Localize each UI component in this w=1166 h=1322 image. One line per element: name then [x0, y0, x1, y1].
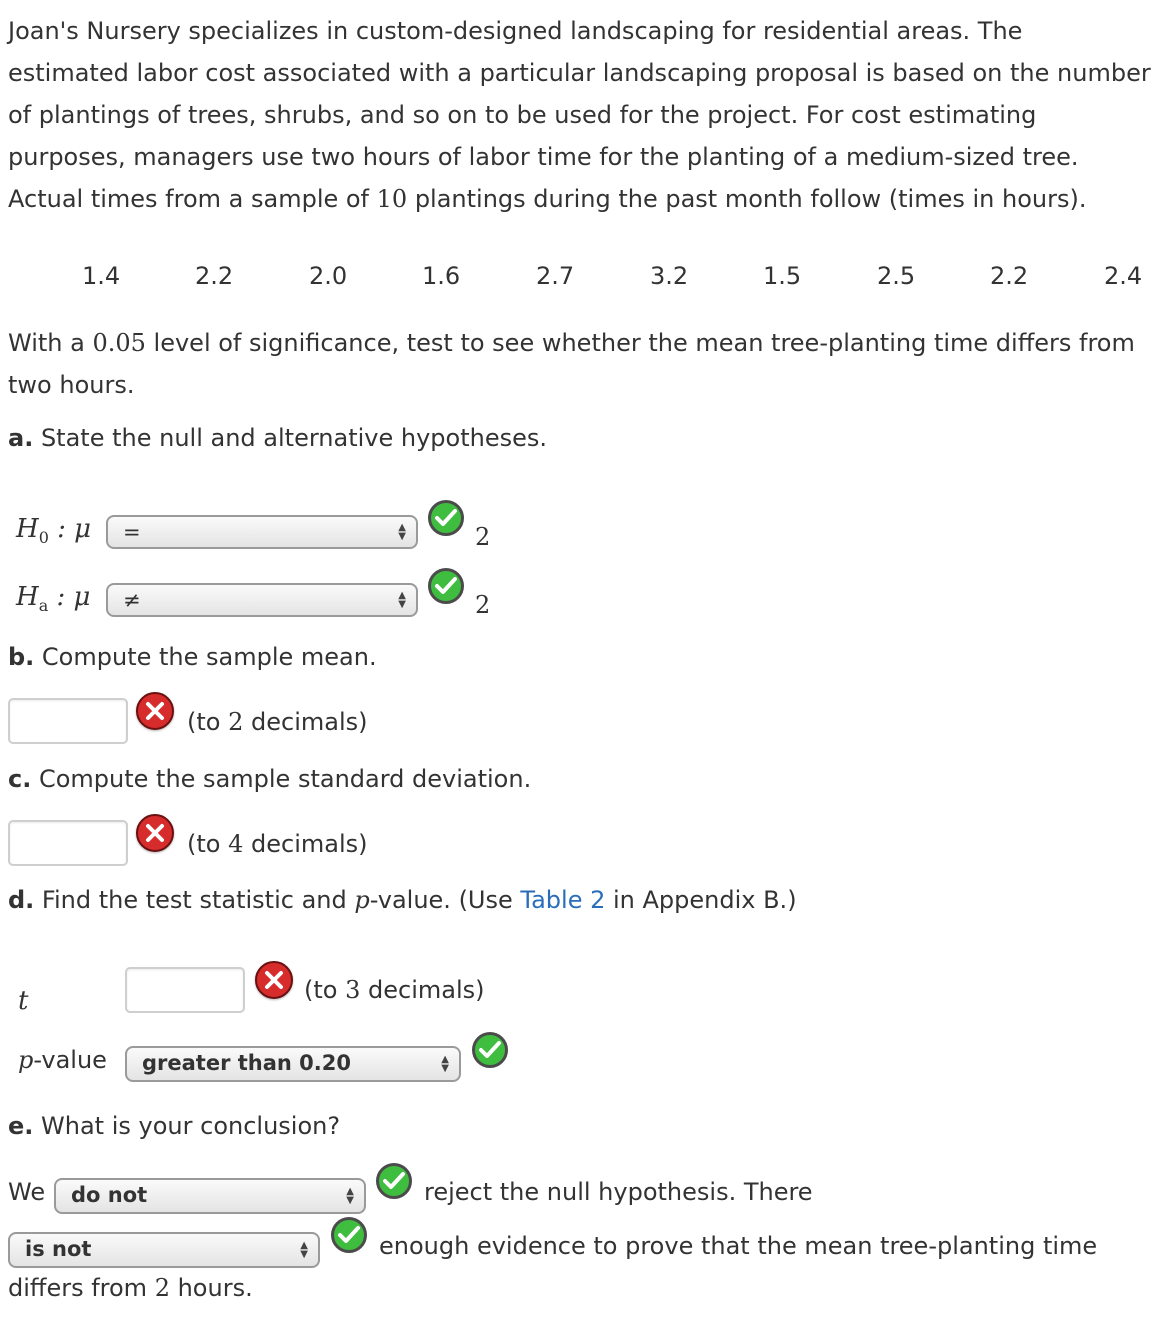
- evidence-text: enough evidence to prove that the mean tree-planting time: [379, 1232, 1098, 1260]
- part-b-prompt: b. Compute the sample mean.: [8, 643, 377, 671]
- select-arrows-icon: ▲ ▼: [346, 1186, 354, 1206]
- part-d-hint: (to 3 decimals): [304, 976, 485, 1004]
- ha-value: 2: [475, 591, 491, 619]
- check-circle-icon: [331, 1217, 367, 1253]
- part-b-hint: (to 2 decimals): [187, 708, 368, 736]
- conclusion-final-line: differs from 2 hours.: [8, 1274, 253, 1302]
- check-circle-icon: [376, 1163, 412, 1199]
- select-arrows-icon: ▲ ▼: [441, 1054, 449, 1074]
- check-circle-icon: [428, 500, 464, 536]
- x-circle-icon: [136, 814, 174, 852]
- h0-operator-select[interactable]: = ▲ ▼: [106, 515, 418, 549]
- select-arrows-icon: ▲ ▼: [300, 1240, 308, 1260]
- intro-line-4: purposes, managers use two hours of labor time for the planting of a medium-sized tree.: [8, 143, 1079, 171]
- h0-value: 2: [475, 523, 491, 551]
- sample-mean-input[interactable]: [8, 698, 128, 744]
- data-value: 3.2: [650, 262, 689, 290]
- part-c-hint: (to 4 decimals): [187, 830, 368, 858]
- test-statistic-input[interactable]: [125, 967, 245, 1013]
- part-d-prompt: d. Find the test statistic and p-value. (Use Table 2 in Appendix B.): [8, 886, 797, 914]
- data-value: 1.5: [763, 262, 802, 290]
- h0-label: $H_0$ : μ: [16, 514, 92, 548]
- data-value: 2.2: [990, 262, 1029, 290]
- problem-intro: [8, 10, 1158, 220]
- data-value: 1.4: [82, 262, 121, 290]
- table-2-link[interactable]: Table 2: [520, 886, 606, 914]
- part-e-prompt: e. What is your conclusion?: [8, 1112, 341, 1140]
- sample-size: 10: [376, 185, 408, 213]
- part-a-prompt: a. State the null and alternative hypotheses.: [8, 424, 547, 452]
- intro-line-5: Actual times from a sample of 10 plantings during the past month follow (times in hours).: [8, 185, 1087, 213]
- reject-decision-select[interactable]: do not ▲ ▼: [54, 1178, 366, 1214]
- reject-text: reject the null hypothesis. There: [424, 1178, 813, 1206]
- x-circle-icon: [255, 961, 293, 999]
- data-value: 1.6: [422, 262, 461, 290]
- x-circle-icon: [136, 692, 174, 730]
- sample-std-dev-input[interactable]: [8, 820, 128, 866]
- t-label: t: [18, 986, 29, 1016]
- intro-line-1: Joan's Nursery specializes in custom-designed landscaping for residential areas. The: [8, 17, 1023, 45]
- ha-operator-select[interactable]: ≠ ▲ ▼: [106, 583, 418, 617]
- data-value: 2.5: [877, 262, 916, 290]
- data-value: 2.0: [309, 262, 348, 290]
- select-arrows-icon: ▲ ▼: [398, 590, 406, 610]
- pvalue-select[interactable]: greater than 0.20 ▲ ▼: [125, 1046, 461, 1082]
- check-circle-icon: [428, 568, 464, 604]
- significance-statement: With a 0.05 level of significance, test to see whether the mean tree-planting time differs from two hours.: [8, 329, 1135, 399]
- intro-line-3: of plantings of trees, shrubs, and so on to be used for the project. For cost estimating: [8, 101, 1037, 129]
- check-circle-icon: [472, 1032, 508, 1068]
- part-c-prompt: c. Compute the sample standard deviation.: [8, 765, 532, 793]
- select-arrows-icon: ▲ ▼: [398, 522, 406, 542]
- alpha-value: 0.05: [92, 329, 146, 357]
- we-label: We: [8, 1178, 46, 1206]
- intro-line-2: estimated labor cost associated with a particular landscaping proposal is based on the number: [8, 59, 1151, 87]
- data-value: 2.2: [195, 262, 234, 290]
- ha-label: $H_a$ : μ: [16, 582, 91, 616]
- data-value: 2.4: [1104, 262, 1143, 290]
- evidence-select[interactable]: is not ▲ ▼: [8, 1232, 320, 1268]
- data-value: 2.7: [536, 262, 575, 290]
- pvalue-label: p-value: [18, 1046, 107, 1074]
